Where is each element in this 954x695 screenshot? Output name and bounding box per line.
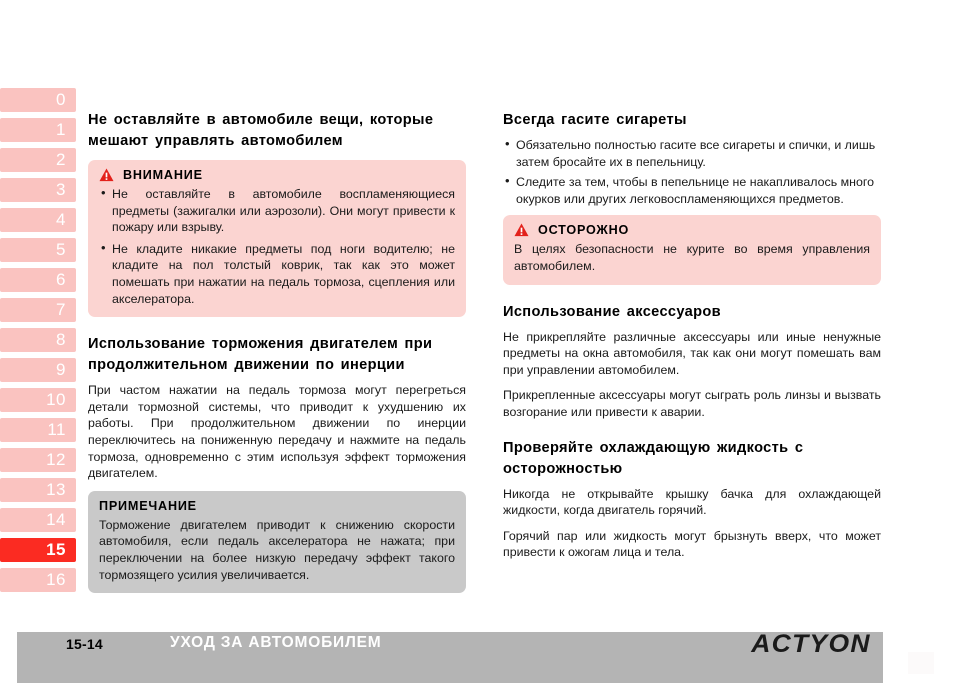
callout-title: ПРИМЕЧАНИЕ xyxy=(99,498,197,513)
callout-header xyxy=(99,499,455,513)
right-column xyxy=(503,110,881,561)
list-item: • Не кладите никакие предметы под ноги водителю; не кладите на пол толстый коврик, так как это может помешать при нажатии на педаль тормоза, сцепления или акселератора. xyxy=(99,241,455,307)
body-paragraph: Не прикрепляйте различные аксессуары или иные ненужные предметы на окна автомобиля, так как они могут помешать вам при управлении автомобилем. xyxy=(503,329,881,377)
chapter-tab-8[interactable]: 8 xyxy=(0,328,76,352)
chapter-tab-6[interactable]: 6 xyxy=(0,268,76,292)
left-column xyxy=(88,110,466,599)
footer-section-title: УХОД ЗА АВТОМОБИЛЕМ xyxy=(170,634,382,651)
body-paragraph: При частом нажатии на педаль тормоза могут перегреться детали тормозной системы, что приводит к ухудшению их работы. При продолжительном движении по инерции переключитесь на пониженную передачу и нажмите на педаль тормоза, одновременно с этим используя эффект торможения двигателем. xyxy=(88,383,466,481)
chapter-tab-7[interactable]: 7 xyxy=(0,298,76,322)
chapter-tab-0[interactable]: 0 xyxy=(0,88,76,112)
actyon-logo: ACTYON xyxy=(751,630,871,658)
warning-triangle-icon xyxy=(99,168,114,182)
chapter-tab-15[interactable]: 15 xyxy=(0,538,76,562)
section-heading-accessories: Использование аксессуаров xyxy=(503,303,721,320)
warning-triangle-icon xyxy=(514,223,529,237)
chapter-tab-5[interactable]: 5 xyxy=(0,238,76,262)
list-item: • Не оставляйте в автомобиле воспламеняющиеся предметы (зажигалки или аэрозоли). Они могут привести к пожару или взрыву. xyxy=(99,186,455,236)
note-text: Торможение двигателем приводит к снижению скорости автомобиля, если педаль акселератора не нажата; при переключении на более низкую передачу эффект такого тормозящего усилия увеличивается. xyxy=(99,517,455,582)
chapter-tab-13[interactable]: 13 xyxy=(0,478,76,502)
list-item: • Следите за тем, чтобы в пепельнице не накапливалось много окурков или других легковоспламеняющихся предметов. xyxy=(503,174,881,207)
chapter-tab-10[interactable]: 10 xyxy=(0,388,76,412)
page-number: 15-14 xyxy=(66,636,103,652)
callout-header xyxy=(99,168,455,182)
chapter-tab-11[interactable]: 11 xyxy=(0,418,76,442)
body-paragraph: Горячий пар или жидкость могут брызнуть вверх, что может привести к ожогам лица и тела. xyxy=(503,528,881,560)
chapter-tab-sidebar xyxy=(0,88,76,598)
body-paragraph: Прикрепленные аксессуары могут сыграть роль линзы и вызвать возгорание или привести к аварии. xyxy=(503,388,881,419)
chapter-tab-12[interactable]: 12 xyxy=(0,448,76,472)
warning-callout-box xyxy=(88,160,466,317)
chapter-tab-2[interactable]: 2 xyxy=(0,148,76,172)
list-item: • Обязательно полностью гасите все сигареты и спички, и лишь затем бросайте их в пепельницу. xyxy=(503,137,881,170)
cigarette-bullet-list xyxy=(503,137,881,207)
section-heading-coolant: Проверяйте охлаждающую жидкость с осторожностью xyxy=(503,439,804,477)
caution-text: В целях безопасности не курите во время управления автомобилем. xyxy=(514,242,870,273)
callout-title: ОСТОРОЖНО xyxy=(538,223,630,238)
warning-bullet-list xyxy=(99,186,455,307)
chapter-tab-14[interactable]: 14 xyxy=(0,508,76,532)
chapter-tab-16[interactable]: 16 xyxy=(0,568,76,592)
footer-corner-mark xyxy=(908,652,934,674)
chapter-tab-4[interactable]: 4 xyxy=(0,208,76,232)
section-heading-engine-braking: Использование торможения двигателем при продолжительном движении по инерции xyxy=(88,336,433,374)
chapter-tab-3[interactable]: 3 xyxy=(0,178,76,202)
section-heading-cigarettes: Всегда гасите сигареты xyxy=(503,112,687,128)
caution-callout-box xyxy=(503,215,881,284)
body-paragraph: Никогда не открывайте крышку бачка для охлаждающей жидкости, когда двигатель горячий. xyxy=(503,486,881,518)
note-callout-box xyxy=(88,491,466,593)
page-title: Не оставляйте в автомобиле вещи, которые мешают управлять автомобилем xyxy=(88,112,434,149)
chapter-tab-1[interactable]: 1 xyxy=(0,118,76,142)
chapter-tab-9[interactable]: 9 xyxy=(0,358,76,382)
callout-title: ВНИМАНИЕ xyxy=(123,168,203,182)
callout-header xyxy=(514,223,870,237)
